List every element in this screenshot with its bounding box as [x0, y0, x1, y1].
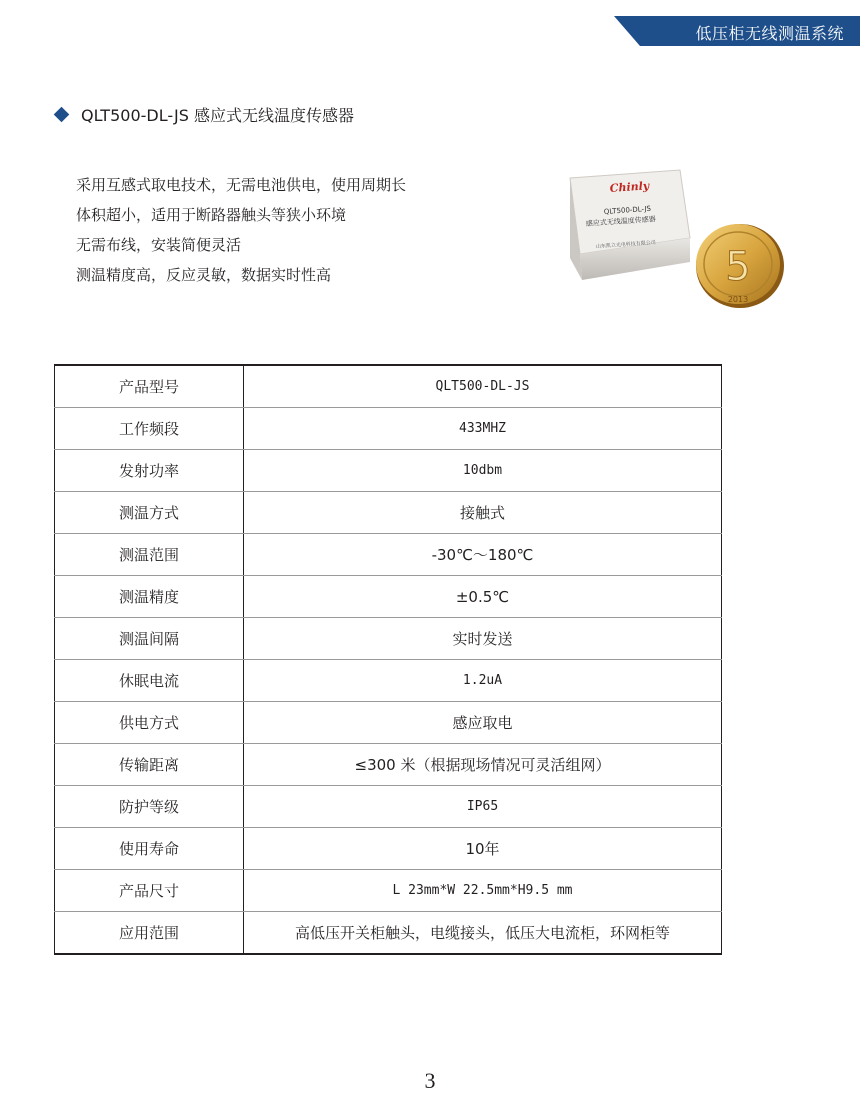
section-title: QLT500-DL-JS 感应式无线温度传感器 [81, 106, 354, 125]
spec-label: 发射功率 [55, 450, 244, 492]
table-row [55, 786, 722, 828]
table-row [55, 534, 722, 576]
spec-value: 1.2uA [244, 660, 722, 702]
feature-item: 体积超小，适用于断路器触头等狭小环境 [76, 206, 347, 224]
header-banner [614, 16, 860, 46]
spec-label: 防护等级 [55, 786, 244, 828]
spec-value: 接触式 [244, 492, 722, 534]
feature-list [76, 170, 406, 290]
spec-label: 休眠电流 [55, 660, 244, 702]
table-row [55, 408, 722, 450]
device-model: QLT500-DL-JS [603, 204, 652, 216]
table-row [55, 870, 722, 912]
spec-label: 测温精度 [55, 576, 244, 618]
spec-label: 测温方式 [55, 492, 244, 534]
feature-item: 采用互感式取电技术，无需电池供电，使用周期长 [76, 176, 407, 194]
table-row [55, 450, 722, 492]
spec-label: 工作频段 [55, 408, 244, 450]
spec-label: 应用范围 [55, 912, 244, 955]
table-row [55, 618, 722, 660]
device-name: 感应式无线温度传感器 [585, 215, 656, 228]
device-maker: 山东凯立光电科技有限公司 [595, 239, 657, 250]
table-row [55, 912, 722, 955]
spec-value: 10dbm [244, 450, 722, 492]
spec-table [54, 364, 722, 955]
spec-label: 传输距离 [55, 744, 244, 786]
spec-value: IP65 [244, 786, 722, 828]
table-row [55, 492, 722, 534]
spec-value: 10年 [244, 828, 722, 870]
table-row [55, 744, 722, 786]
spec-label: 产品尺寸 [55, 870, 244, 912]
spec-label: 测温范围 [55, 534, 244, 576]
spec-value: ±0.5℃ [244, 576, 722, 618]
spec-value: ≤300 米（根据现场情况可灵活组网） [244, 744, 722, 786]
spec-label: 测温间隔 [55, 618, 244, 660]
feature-item: 测温精度高，反应灵敏，数据实时性高 [76, 266, 332, 284]
spec-value: L 23mm*W 22.5mm*H9.5 mm [244, 870, 722, 912]
feature-item: 无需布线，安装简便灵活 [76, 236, 242, 254]
spec-value: -30℃～180℃ [244, 534, 722, 576]
section-heading [56, 103, 354, 126]
page-number: 3 [424, 1068, 436, 1093]
banner-title: 低压柜无线测温系统 [695, 24, 844, 43]
table-row [55, 576, 722, 618]
spec-value: 实时发送 [244, 618, 722, 660]
product-photo [540, 158, 790, 308]
spec-value: 高低压开关柜触头，电缆接头，低压大电流柜，环网柜等 [244, 912, 722, 955]
spec-value: QLT500-DL-JS [244, 365, 722, 408]
sensor-device-image [570, 170, 690, 280]
spec-value: 433MHZ [244, 408, 722, 450]
coin-value: 5 [725, 244, 751, 290]
table-row [55, 660, 722, 702]
device-brand: Chinly [609, 179, 650, 195]
diamond-bullet-icon [54, 107, 70, 123]
table-row [55, 365, 722, 408]
spec-label: 使用寿命 [55, 828, 244, 870]
table-row [55, 702, 722, 744]
spec-label: 产品型号 [55, 365, 244, 408]
coin-year: 2013 [727, 295, 749, 304]
spec-value: 感应取电 [244, 702, 722, 744]
coin-image [696, 224, 784, 308]
table-row [55, 828, 722, 870]
spec-label: 供电方式 [55, 702, 244, 744]
